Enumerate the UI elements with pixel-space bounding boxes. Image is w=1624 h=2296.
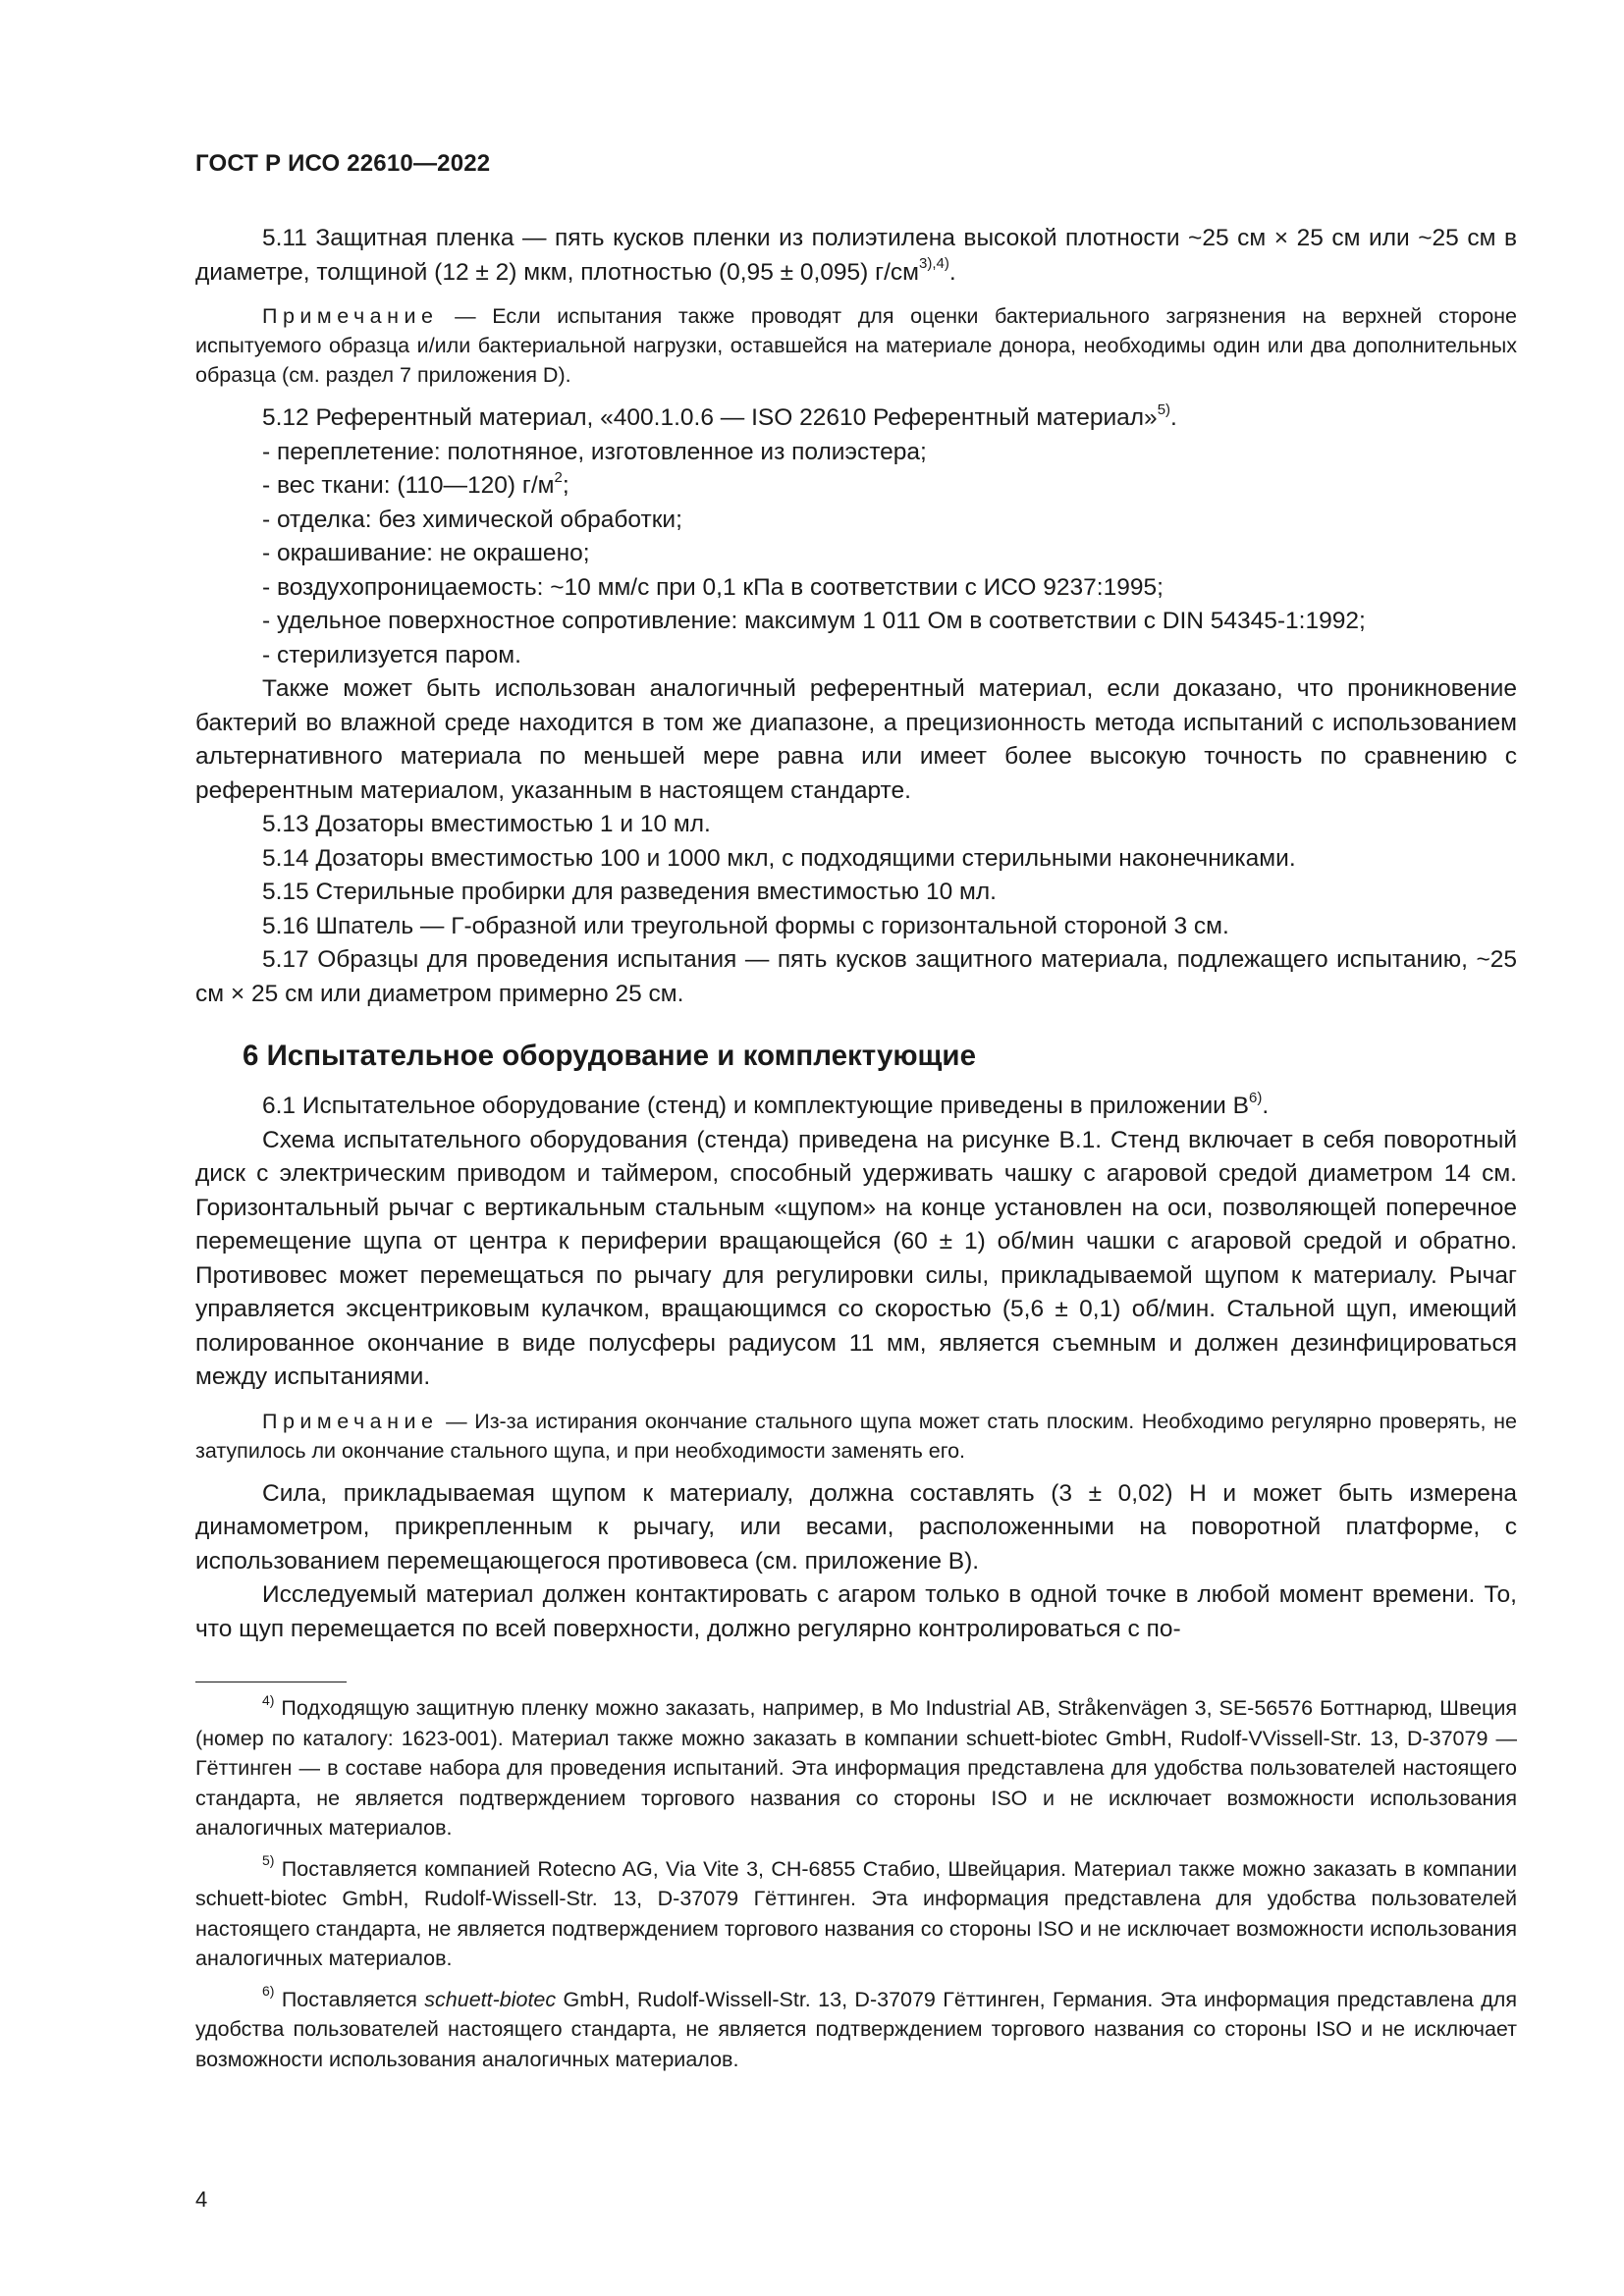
clause-5-11-end: . — [948, 258, 956, 286]
footnote-5 — [195, 1854, 1517, 1974]
clause-6-1-force: Сила, прикладываемая щупом к материалу, должна составлять (3 ± 0,02) Н и может быть измерена динамометром, прикрепленным к рычагу, или весами, расположенными на поворотной платформе, с использованием перемещающегося противовеса (см. приложение В). — [195, 1479, 1517, 1575]
clause-5-12 — [195, 401, 1517, 436]
footnote-text: Поставляется — [274, 1987, 425, 2011]
clause-5-13: 5.13 Дозаторы вместимостью 1 и 10 мл. — [262, 811, 711, 837]
footnote-ref: 3),4) — [919, 255, 949, 273]
note-text: — Если испытания также проводят для оценки бактериального загрязнения на верхней стороне испытуемого образца и/или бактериальной нагрузки, оставшейся на материале донора, необходимы один или два дополнительных образца (см. раздел 7 приложения D). — [195, 304, 1517, 387]
clause-5-15: 5.15 Стерильные пробирки для разведения вместимостью 10 мл. — [262, 879, 997, 905]
clause-5-11 — [195, 222, 1517, 290]
clause-5-11-text: 5.11 Защитная пленка — пять кусков пленки из полиэтилена высокой плотности ~25 см × 25 см или ~25 см в диаметре, толщиной (12 ± 2) мкм, плотностью (0,95 ± 0,095) г/см — [195, 225, 1517, 286]
page-number: 4 — [195, 2187, 208, 2212]
section-6-heading: 6 Испытательное оборудование и комплектующие — [243, 1040, 976, 1072]
footnotes — [195, 1693, 1517, 2074]
clause-6-1-text: 6.1 Испытательное оборудование (стенд) и комплектующие приведены в приложении В — [262, 1093, 1250, 1119]
list-item: - переплетение: полотняное, изготовленное из полиэстера; — [262, 438, 927, 465]
document-header: ГОСТ Р ИСО 22610—2022 — [195, 150, 491, 177]
list-item — [195, 469, 1517, 504]
clause-5-12-also: Также может быть использован аналогичный референтный материал, если доказано, что проникновение бактерий во влажной среде находится в том же диапазоне, а прецизионность метода испытаний с использованием альтернативного материала по меньшей мере равна или имеет более высокую точность по сравнению с референтным материалом, указанным в настоящем стандарте. — [195, 675, 1517, 804]
footnote-ref: 6) — [1249, 1089, 1263, 1106]
document-body — [195, 222, 1517, 1646]
note-label: Примечание — [262, 1409, 439, 1433]
footnote-mark: 6) — [262, 1983, 275, 2000]
list-item: - отделка: без химической обработки; — [262, 506, 682, 533]
list-item: - стерилизуется паром. — [262, 641, 521, 668]
superscript: 2 — [554, 468, 563, 486]
clause-6-1-end: . — [1262, 1093, 1270, 1119]
list-item-end: ; — [562, 472, 569, 499]
footnote-4 — [195, 1693, 1517, 1843]
note-label: Примечание — [262, 304, 439, 328]
note-6-1 — [195, 1407, 1517, 1466]
clause-6-1 — [195, 1090, 1517, 1124]
clause-5-17: 5.17 Образцы для проведения испытания — пять кусков защитного материала, подлежащего испытанию, ~25 см × 25 см или диаметром примерно 25 см. — [195, 946, 1517, 1007]
footnote-text: GmbH, Rudolf-Wissell-Str. 13, D-37079 Гёттинген, Германия. Эта информация представлена для удобства пользователей настоящего стандарта, не является подтверждением торгового названия со стороны ISO и не исключает возможности использования аналогичных материалов. — [195, 1987, 1517, 2071]
note-5-11 — [195, 301, 1517, 390]
clause-6-1-contact: Исследуемый материал должен контактировать с агаром только в одной точке в любой момент времени. То, что щуп перемещается по всей поверхности, должно регулярно контролироваться с по- — [195, 1581, 1517, 1642]
list-item: - удельное поверхностное сопротивление: максимум 1 011 Ом в соответствии с DIN 54345-1:1992; — [262, 608, 1366, 634]
clause-5-16: 5.16 Шпатель — Г-образной или треугольной формы с горизонтальной стороной 3 см. — [262, 912, 1229, 939]
clause-5-12-end: . — [1170, 404, 1177, 431]
footnote-6 — [195, 1985, 1517, 2075]
footnote-mark: 4) — [262, 1691, 275, 1708]
footnote-mark: 5) — [262, 1852, 275, 1869]
footnote-emphasis: schuett-biotec — [424, 1987, 557, 2011]
clause-5-12-text: 5.12 Референтный материал, «400.1.0.6 — ISO 22610 Референтный материал» — [262, 404, 1158, 431]
list-item: - воздухопроницаемость: ~10 мм/с при 0,1 кПа в соответствии с ИСО 9237:1995; — [262, 573, 1164, 601]
list-item: - окрашивание: не окрашено; — [262, 540, 590, 566]
list-item-text: - вес ткани: (110—120) г/м — [262, 472, 555, 499]
footnote-ref: 5) — [1157, 400, 1171, 418]
clause-6-1-scheme: Схема испытательного оборудования (стенда) приведена на рисунке В.1. Стенд включает в себя поворотный диск с электрическим приводом и таймером, способный удерживать чашку с агаровой средой диаметром 14 см. Горизонтальный рычаг с вертикальным стальным «щупом» на конце установлен на оси, позволяющей поперечное перемещение щупа от центра к периферии вращающейся (60 ± 1) об/мин чашки с агаровой средой и обратно. Противовес может перемещаться по рычагу для регулировки силы, прикладываемой щупом к материалу. Рычаг управляется эксцентриковым кулачком, вращающимся со скоростью (5,6 ± 0,1) об/мин. Стальной щуп, имеющий полированное окончание в виде полусферы радиусом 11 мм, является съемным и должен дезинфицироваться между испытаниями. — [195, 1126, 1517, 1390]
footnote-text: Поставляется компанией Rotecno AG, Via Vite 3, CH-6855 Стабио, Швейцария. Материал также можно заказать в компании schuett-biotec GmbH, Rudolf-Wissell-Str. 13, D-37079 Гёттинген. Эта информация представлена для удобства пользователей настоящего стандарта, не является подтверждением торгового названия со стороны ISO и не исключает возможности использования аналогичных материалов. — [195, 1856, 1517, 1970]
footnote-text: Подходящую защитную пленку можно заказать, например, в Mo Industrial AB, Stråkenvägen 3, SE-56576 Боттнарюд, Швеция (номер по каталогу: 1623-001). Материал также можно заказать в компании schuett-biotec GmbH, Rudolf-VVissell-Str. 13, D-37079 — Гёттинген — в составе набора для проведения испытаний. Эта информация представлена для удобства пользователей настоящего стандарта, не является подтверждением торгового названия со стороны ISO и не исключает возможности использования аналогичных материалов. — [195, 1696, 1517, 1840]
clause-5-14: 5.14 Дозаторы вместимостью 100 и 1000 мкл, с подходящими стерильными наконечниками. — [262, 844, 1296, 872]
note-text: — Из-за истирания окончание стального щупа может стать плоским. Необходимо регулярно проверять, не затупилось ли окончание стального щупа, и при необходимости заменять его. — [195, 1409, 1517, 1463]
